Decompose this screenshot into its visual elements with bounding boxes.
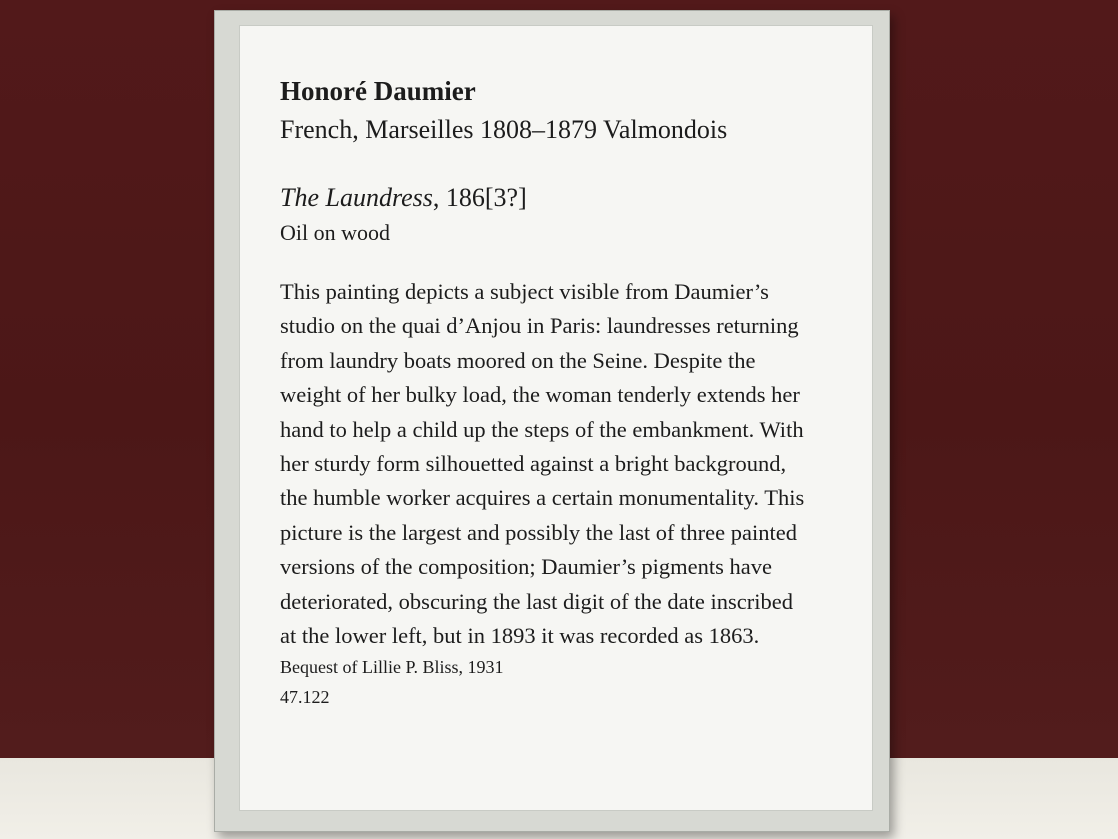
description-line: versions of the composition; Daumier’s pigments have bbox=[280, 554, 773, 580]
description-line: This painting depicts a subject visible from Daumier’s bbox=[280, 279, 769, 304]
artist-name: Honoré Daumier bbox=[280, 76, 476, 106]
artwork-description bbox=[280, 275, 870, 653]
description-line: weight of her bulky load, the woman tenderly extends her bbox=[280, 382, 800, 408]
label-frame bbox=[214, 10, 890, 832]
credit-line: Bequest of Lillie P. Bliss, 1931 bbox=[280, 657, 504, 677]
description-line: picture is the largest and possibly the last of three painted bbox=[280, 519, 797, 545]
description-line: at the lower left, but in 1893 it was recorded as 1863. bbox=[280, 623, 760, 649]
artwork-medium: Oil on wood bbox=[280, 220, 390, 245]
description-line: her sturdy form silhouetted against a bright background, bbox=[280, 451, 787, 477]
artwork-title-line bbox=[280, 183, 527, 213]
description-line: the humble worker acquires a certain monumentality. This bbox=[280, 485, 805, 511]
artwork-title: The Laundress bbox=[280, 183, 433, 212]
description-line: hand to help a child up the steps of the embankment. With bbox=[280, 416, 804, 442]
artwork-date: , 186[3?] bbox=[432, 183, 527, 212]
description-line: studio on the quai d’Anjou in Paris: laundresses returning bbox=[280, 313, 799, 339]
description-line: from laundry boats moored on the Seine. Despite the bbox=[280, 347, 756, 373]
accession-number: 47.122 bbox=[280, 687, 330, 707]
description-line: deteriorated, obscuring the last digit of the date inscribed bbox=[280, 588, 793, 614]
artist-origin: French, Marseilles 1808–1879 Valmondois bbox=[280, 115, 728, 144]
museum-label-card bbox=[239, 25, 873, 811]
